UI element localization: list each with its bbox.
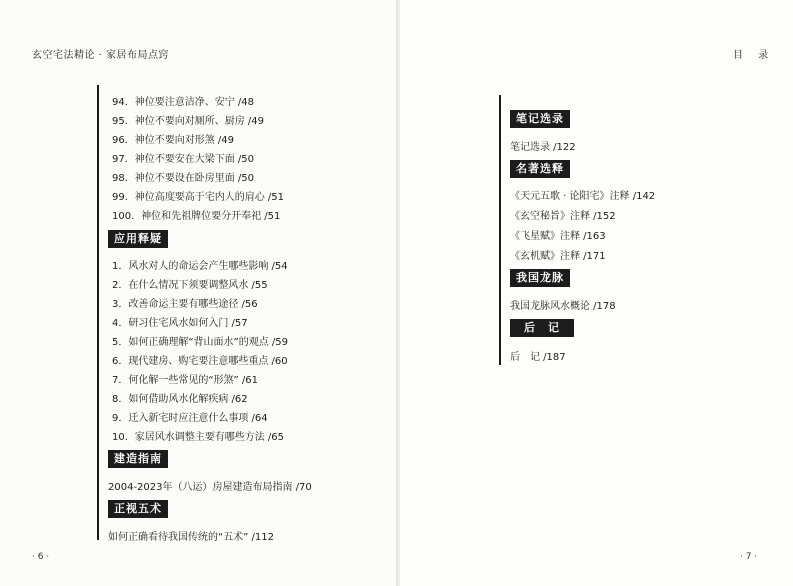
- toc-entry: 96．神位不要向对形煞 /49: [112, 135, 234, 146]
- toc-entry: 6．现代建房、购宅要注意哪些重点 /60: [112, 356, 288, 367]
- toc-entry: 8．如何借助风水化解疾病 /62: [112, 394, 248, 405]
- toc-entry: 4．研习住宅风水如何入门 /57: [112, 318, 248, 329]
- toc-entry: 94．神位要注意洁净、安宁 /48: [112, 97, 254, 108]
- right-margin-rule: [499, 95, 501, 365]
- toc-entry: 98．神位不要设在卧房里面 /50: [112, 173, 254, 184]
- toc-entry: 《玄空秘旨》注释 /152: [510, 211, 616, 222]
- toc-entry: 《天元五歌 · 论阳宅》注释 /142: [510, 191, 656, 202]
- section-banner-classics: 名著选释: [510, 160, 570, 178]
- toc-entry: 2004-2023年（八运）房屋建造布局指南 /70: [108, 482, 312, 493]
- section-banner-notes: 笔记选录: [510, 110, 570, 128]
- right-running-head: 目 录: [733, 50, 775, 61]
- toc-entry: 如何正确看待我国传统的“五术” /112: [108, 532, 274, 543]
- section-banner-dragon: 我国龙脉: [510, 269, 570, 287]
- section-banner-build: 建造指南: [108, 450, 168, 468]
- section-banner-afterword: 后 记: [510, 319, 574, 337]
- left-running-head: 玄空宅法精论 · 家居布局点窍: [32, 50, 170, 61]
- left-page-number: · 6 ·: [32, 552, 50, 562]
- toc-entry: 后 记 /187: [510, 352, 566, 363]
- toc-entry: 7．何化解一些常见的“形煞” /61: [112, 375, 258, 386]
- toc-entry: 100．神位和先祖牌位要分开奉祀 /51: [112, 211, 281, 222]
- toc-entry: 3．改善命运主要有哪些途径 /56: [112, 299, 258, 310]
- toc-entry: 99．神位高度要高于宅内人的肩心 /51: [112, 192, 284, 203]
- toc-entry: 我国龙脉风水概论 /178: [510, 301, 616, 312]
- toc-entry: 95．神位不要向对厕所、厨房 /49: [112, 116, 264, 127]
- toc-entry: 1．风水对人的命运会产生哪些影响 /54: [112, 261, 288, 272]
- toc-entry: 2．在什么情况下须要调整风水 /55: [112, 280, 268, 291]
- toc-entry: 5．如何正确理解“背山面水”的观点 /59: [112, 337, 288, 348]
- right-page: [400, 0, 793, 586]
- section-banner-five: 正视五术: [108, 500, 168, 518]
- toc-entry: 《飞星赋》注释 /163: [510, 231, 606, 242]
- right-page-number: · 7 ·: [740, 552, 758, 562]
- toc-entry: 9．迁入新宅时应注意什么事项 /64: [112, 413, 268, 424]
- left-margin-rule: [97, 85, 99, 540]
- section-banner-apply: 应用释疑: [108, 230, 168, 248]
- toc-entry: 97．神位不要安在大梁下面 /50: [112, 154, 254, 165]
- toc-entry: 笔记选录 /122: [510, 142, 576, 153]
- left-page: [0, 0, 396, 586]
- toc-entry: 10．家居风水调整主要有哪些方法 /65: [112, 432, 284, 443]
- toc-entry: 《玄机赋》注释 /171: [510, 251, 606, 262]
